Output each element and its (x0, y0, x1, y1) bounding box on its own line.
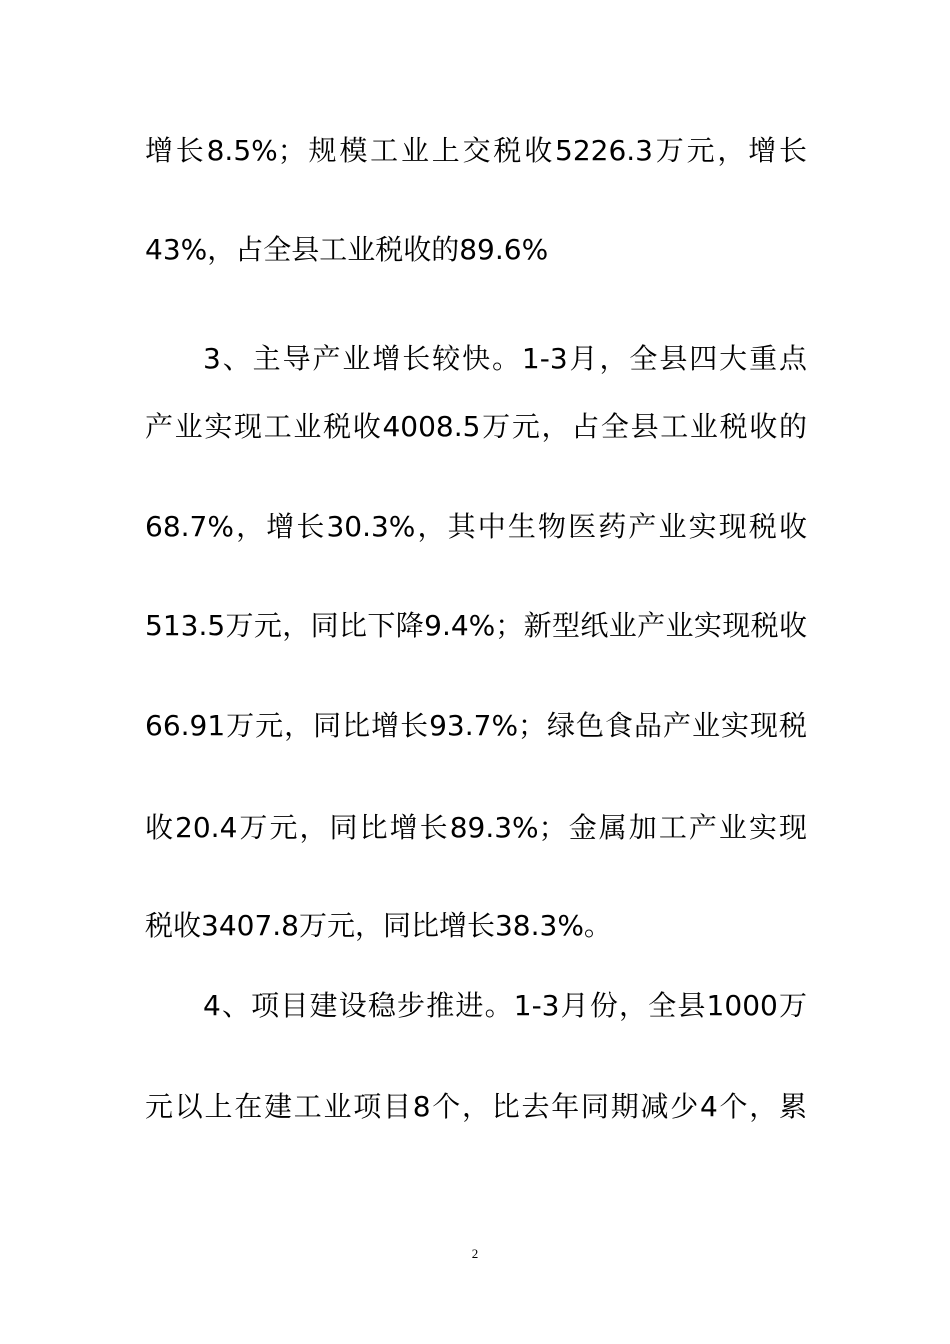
page-number: 2 (471, 1246, 479, 1261)
text-line-7: 66.91万元，同比增长93.7%；绿色食品产业实现税 (145, 709, 807, 742)
text-line-10: 4、项目建设稳步推进。1-3月份，全县1000万 (203, 989, 807, 1022)
text-line-5: 68.7%，增长30.3%，其中生物医药产业实现税收 (145, 510, 807, 543)
text-line-3: 3、主导产业增长较快。1-3月，全县四大重点 (203, 342, 807, 375)
text-line-11: 元以上在建工业项目8个，比去年同期减少4个，累 (145, 1090, 807, 1123)
text-line-2: 43%，占全县工业税收的89.6% (145, 233, 549, 266)
text-line-4: 产业实现工业税收4008.5万元，占全县工业税收的 (145, 410, 807, 443)
text-line-8: 收20.4万元，同比增长89.3%；金属加工产业实现 (145, 811, 807, 844)
text-line-1: 增长8.5%；规模工业上交税收5226.3万元，增长 (145, 134, 807, 167)
text-line-6: 513.5万元，同比下降9.4%；新型纸业产业实现税收 (145, 609, 807, 642)
text-line-9: 税收3407.8万元，同比增长38.3%。 (145, 909, 612, 942)
